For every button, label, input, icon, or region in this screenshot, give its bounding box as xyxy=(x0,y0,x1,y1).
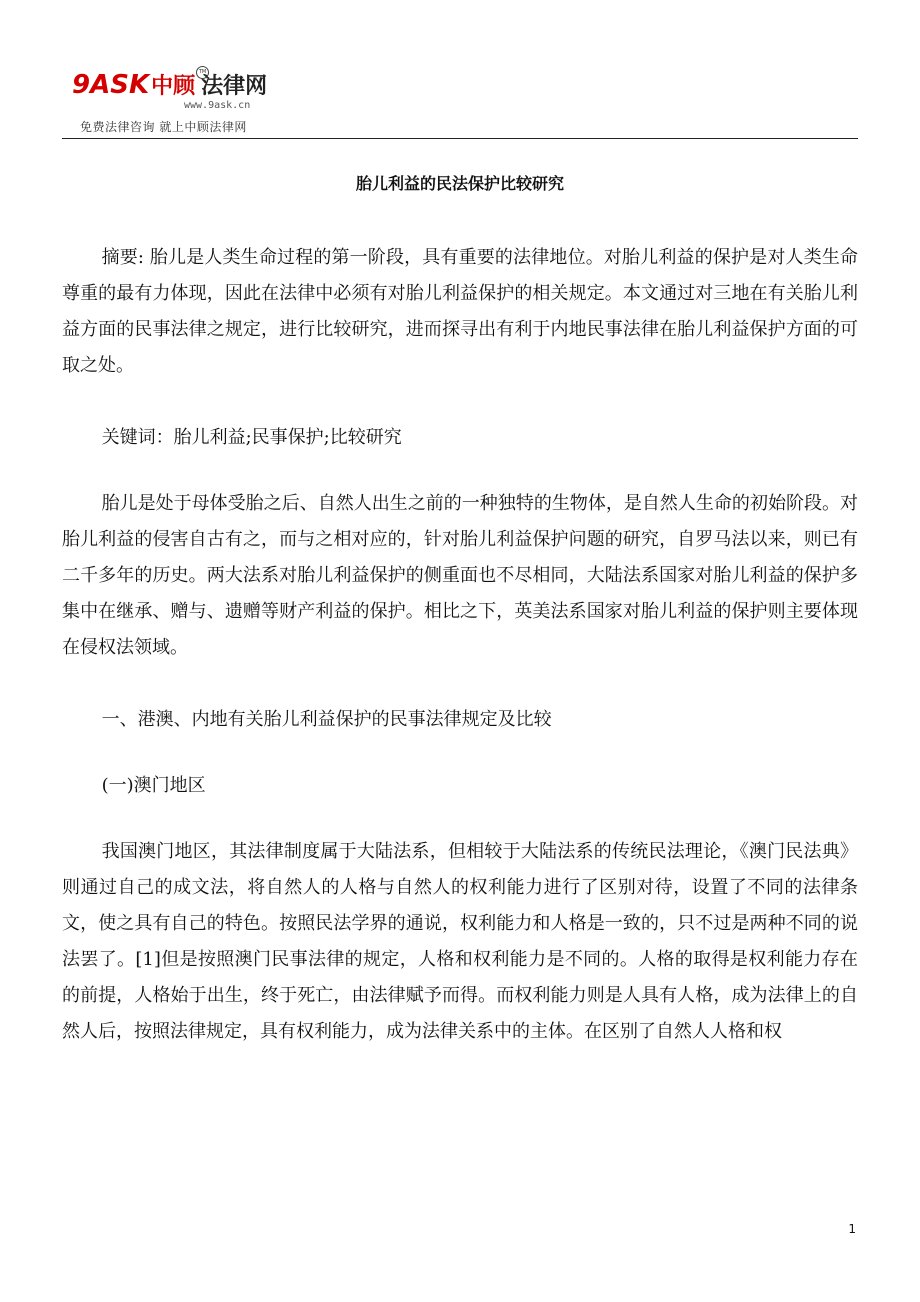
site-logo[interactable] xyxy=(72,70,272,132)
subsection-heading: (一)澳门地区 xyxy=(101,775,206,796)
page-header xyxy=(62,66,858,138)
trademark-badge: TM xyxy=(196,66,209,79)
logo-mark: 9ASK xyxy=(72,70,150,100)
keywords-paragraph: 关键词：胎儿利益;民事保护;比较研究 xyxy=(101,427,402,448)
logo-wordmark xyxy=(72,70,267,102)
body-paragraph: 我国澳门地区，其法律制度属于大陆法系，但相较于大陆法系的传统民法理论，《澳门民法典》则通过自己的成文法，将自然人的人格与自然人的权利能力进行了区别对待，设置了不同的法律条文，使之具有自己的特色。按照民法学界的通说，权利能力和人格是一致的，只不过是两种不同的说法罢了。[1]但是按照澳门民事法律的规定，人格和权利能力是不同的。人格的取得是权利能力存在的前提，人格始于出生，终于死亡，由法律赋予而得。而权利能力则是人具有人格，成为法律上的自然人后，按照法律规定，具有权利能力，成为法律关系中的主体。在区别了自然人人格和权 xyxy=(62,841,858,1042)
document-body xyxy=(62,240,858,1086)
logo-brand-suffix: 法律网 xyxy=(201,74,268,99)
document-title: 胎儿利益的民法保护比较研究 xyxy=(355,174,564,193)
page-number: 1 xyxy=(848,1222,856,1236)
logo-slogan: 免费法律咨询 就上中顾法律网 xyxy=(80,120,247,134)
logo-url: www.9ask.cn xyxy=(184,100,251,111)
abstract-paragraph: 摘要: 胎儿是人类生命过程的第一阶段，具有重要的法律地位。对胎儿利益的保护是对人类生命尊重的最有力体现，因此在法律中必须有对胎儿利益保护的相关规定。本文通过对三地在有关胎儿利益方面的民事法律之规定，进行比较研究，进而探寻出有利于内地民事法律在胎儿利益保护方面的可取之处。 xyxy=(62,247,858,376)
section-heading: 一、港澳、内地有关胎儿利益保护的民事法律规定及比较 xyxy=(101,709,552,730)
intro-paragraph: 胎儿是处于母体受胎之后、自然人出生之前的一种独特的生物体，是自然人生命的初始阶段。对胎儿利益的侵害自古有之，而与之相对应的，针对胎儿利益保护问题的研究，自罗马法以来，则已有二千多年的历史。两大法系对胎儿利益保护的侧重面也不尽相同，大陆法系国家对胎儿利益的保护多集中在继承、赠与、遗赠等财产利益的保护。相比之下，英美法系国家对胎儿利益的保护则主要体现在侵权法领域。 xyxy=(62,493,858,658)
logo-brand-cn: 中顾 xyxy=(151,74,196,99)
header-divider xyxy=(62,138,858,139)
